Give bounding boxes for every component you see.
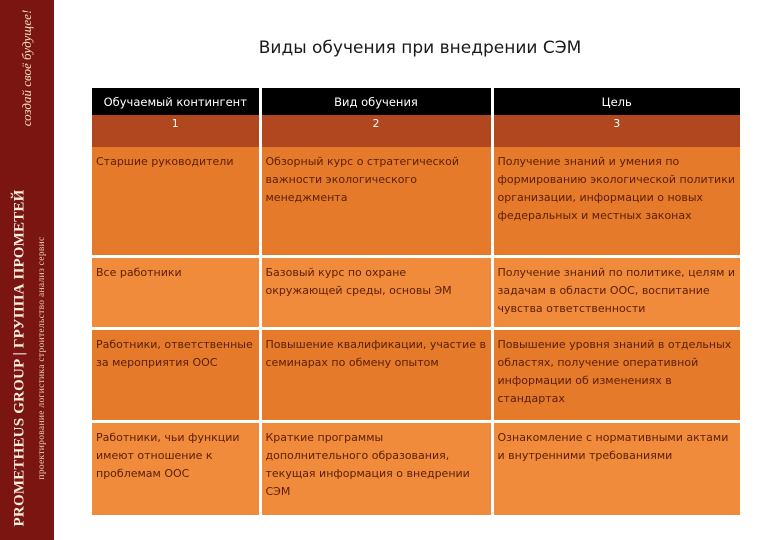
brand-slogan: создай своё будущее! bbox=[19, 9, 34, 127]
header-contingent: Обучаемый контингент bbox=[92, 88, 260, 115]
header-training-type: Вид обучения bbox=[260, 88, 492, 115]
cell-goal: Повышение уровня знаний в отдельных областях, получение оперативной информации об изменениях в стандартах bbox=[492, 330, 740, 420]
column-number: 3 bbox=[492, 115, 740, 147]
table-number-row bbox=[92, 115, 740, 147]
table-row bbox=[92, 258, 740, 327]
training-table bbox=[92, 88, 740, 515]
cell-training-type: Обзорный курс о стратегической важности экологического менеджмента bbox=[260, 147, 492, 255]
table-header-row bbox=[92, 88, 740, 115]
brand-sidebar bbox=[0, 0, 54, 540]
table-row bbox=[92, 147, 740, 255]
cell-training-type: Базовый курс по охране окружающей среды, основы ЭМ bbox=[260, 258, 492, 327]
column-number: 2 bbox=[260, 115, 492, 147]
page-title: Виды обучения при внедрении СЭМ bbox=[258, 38, 582, 58]
brand-services: проектирование логистика строительство анализ сервис bbox=[37, 236, 47, 480]
table-row bbox=[92, 330, 740, 420]
cell-contingent: Старшие руководители bbox=[92, 147, 260, 255]
cell-training-type: Повышение квалификации, участие в семинарах по обмену опытом bbox=[260, 330, 492, 420]
header-goal: Цель bbox=[492, 88, 740, 115]
brand-name: PROMETHEUS GROUP | ГРУППА ПРОМЕТЕЙ bbox=[11, 189, 28, 527]
cell-contingent: Работники, ответственные за мероприятия ООС bbox=[92, 330, 260, 420]
table-row bbox=[92, 423, 740, 515]
cell-contingent: Все работники bbox=[92, 258, 260, 327]
cell-goal: Получение знаний по политике, целям и задачам в области ООС, воспитание чувства ответственности bbox=[492, 258, 740, 327]
cell-goal: Ознакомление с нормативными актами и внутренними требованиями bbox=[492, 423, 740, 515]
column-number: 1 bbox=[92, 115, 260, 147]
cell-contingent: Работники, чьи функции имеют отношение к проблемам ООС bbox=[92, 423, 260, 515]
cell-goal: Получение знаний и умения по формированию экологической политики организации, информации о новых федеральных и местных законах bbox=[492, 147, 740, 255]
cell-training-type: Краткие программы дополнительного образования, текущая информация о внедрении СЭМ bbox=[260, 423, 492, 515]
